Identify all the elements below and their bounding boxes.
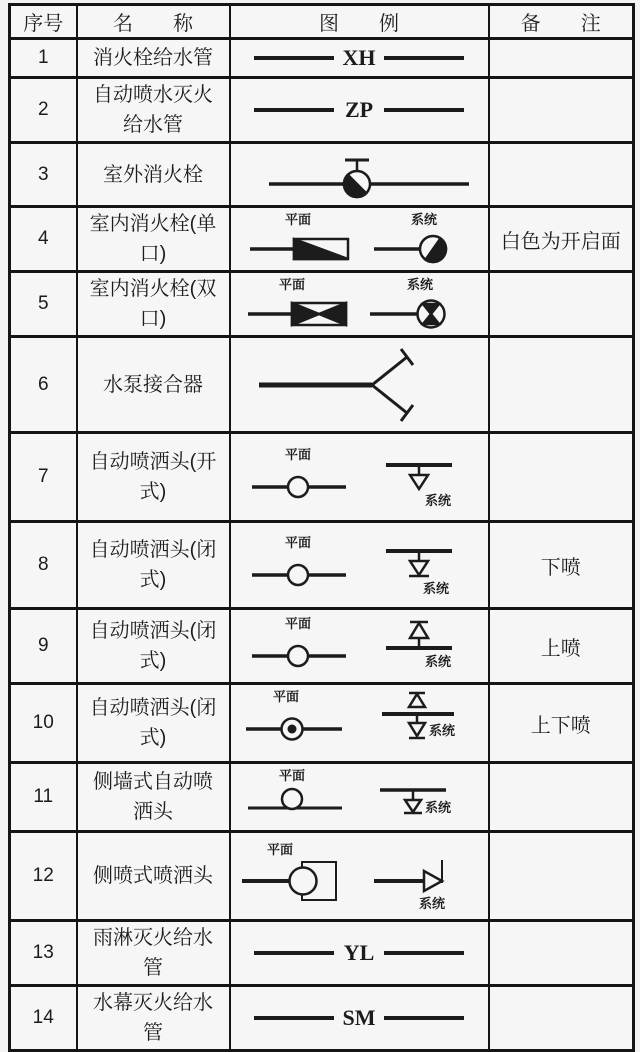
- pipe-symbol: [231, 1000, 488, 1036]
- table-row: [10, 522, 634, 609]
- svg-text:平面: 平面: [284, 616, 312, 631]
- svg-text:系统: 系统: [422, 581, 450, 596]
- row-number: 13: [10, 921, 77, 986]
- pipe-symbol: [231, 40, 488, 76]
- svg-text:系统: 系统: [406, 277, 434, 292]
- row-remark: 上喷: [489, 609, 634, 684]
- row-legend: [230, 433, 489, 522]
- svg-text:XH: XH: [342, 45, 376, 70]
- row-remark: [489, 78, 634, 143]
- table-row: [10, 609, 634, 684]
- svg-text:ZP: ZP: [344, 97, 374, 122]
- row-number: 1: [10, 39, 77, 78]
- svg-text:系统: 系统: [424, 654, 452, 669]
- row-legend: [230, 609, 489, 684]
- table-row: [10, 39, 634, 78]
- row-name: 自动喷水灭火给水管: [77, 78, 230, 143]
- svg-text:平面: 平面: [284, 447, 312, 462]
- row-number: 12: [10, 832, 77, 921]
- header-remark: 备 注: [489, 5, 634, 39]
- table-row: [10, 763, 634, 832]
- row-remark: [489, 143, 634, 207]
- svg-text:系统: 系统: [428, 723, 456, 738]
- sprinkler-closed-down-symbol: [231, 529, 488, 601]
- svg-text:平面: 平面: [284, 535, 312, 550]
- row-name: 消火栓给水管: [77, 39, 230, 78]
- table-row: [10, 143, 634, 207]
- header-name: 名 称: [77, 5, 230, 39]
- row-legend: [230, 522, 489, 609]
- row-name: 雨淋灭火给水管: [77, 921, 230, 986]
- row-legend: [230, 207, 489, 272]
- row-remark: [489, 921, 634, 986]
- row-legend: [230, 763, 489, 832]
- header-legend: 图 例: [230, 5, 489, 39]
- row-remark: 上下喷: [489, 684, 634, 763]
- row-number: 8: [10, 522, 77, 609]
- row-remark: [489, 337, 634, 433]
- table-row: [10, 272, 634, 337]
- svg-text:平面: 平面: [278, 768, 306, 783]
- row-legend: [230, 921, 489, 986]
- sidewall-sprinkler-symbol: [231, 764, 488, 830]
- legend-table: [8, 3, 635, 1052]
- svg-text:平面: 平面: [266, 842, 294, 857]
- header-row: [10, 5, 634, 39]
- row-name: 室内消火栓(双口): [77, 272, 230, 337]
- row-number: 9: [10, 609, 77, 684]
- row-name: 室内消火栓(单口): [77, 207, 230, 272]
- row-number: 6: [10, 337, 77, 433]
- table-row: [10, 78, 634, 143]
- table-row: [10, 433, 634, 522]
- row-name: 侧墙式自动喷洒头: [77, 763, 230, 832]
- row-number: 14: [10, 986, 77, 1051]
- pipe-symbol: [231, 935, 488, 971]
- indoor-hydrant-single-symbol: [231, 208, 488, 270]
- row-remark: [489, 986, 634, 1051]
- row-number: 4: [10, 207, 77, 272]
- svg-text:YL: YL: [343, 940, 375, 965]
- svg-text:平面: 平面: [272, 689, 300, 704]
- row-remark: [489, 433, 634, 522]
- row-name: 侧喷式喷洒头: [77, 832, 230, 921]
- svg-text:SM: SM: [342, 1005, 376, 1030]
- row-number: 2: [10, 78, 77, 143]
- row-name: 自动喷洒头(开式): [77, 433, 230, 522]
- row-number: 10: [10, 684, 77, 763]
- table-row: [10, 684, 634, 763]
- row-legend: [230, 986, 489, 1051]
- row-name: 水泵接合器: [77, 337, 230, 433]
- row-name: 自动喷洒头(闭式): [77, 522, 230, 609]
- table-row: [10, 207, 634, 272]
- svg-text:系统: 系统: [424, 800, 452, 815]
- row-number: 5: [10, 272, 77, 337]
- indoor-hydrant-double-symbol: [231, 273, 488, 335]
- row-name: 自动喷洒头(闭式): [77, 609, 230, 684]
- row-remark: 下喷: [489, 522, 634, 609]
- row-name: 水幕灭火给水管: [77, 986, 230, 1051]
- row-legend: [230, 143, 489, 207]
- table-row: [10, 832, 634, 921]
- row-remark: [489, 763, 634, 832]
- sprinkler-closed-updown-symbol: [231, 685, 488, 761]
- header-no: 序号: [10, 5, 77, 39]
- svg-text:平面: 平面: [278, 277, 306, 292]
- row-remark: 白色为开启面: [489, 207, 634, 272]
- table-row: [10, 986, 634, 1051]
- row-name: 室外消火栓: [77, 143, 230, 207]
- row-legend: [230, 272, 489, 337]
- table-row: [10, 921, 634, 986]
- row-number: 7: [10, 433, 77, 522]
- row-legend: [230, 832, 489, 921]
- svg-text:系统: 系统: [424, 493, 452, 508]
- pipe-symbol: [231, 92, 488, 128]
- svg-text:系统: 系统: [418, 896, 446, 911]
- row-name: 自动喷洒头(闭式): [77, 684, 230, 763]
- row-remark: [489, 39, 634, 78]
- row-remark: [489, 272, 634, 337]
- sprinkler-closed-up-symbol: [231, 610, 488, 682]
- row-number: 3: [10, 143, 77, 207]
- sprinkler-open-symbol: [231, 441, 488, 513]
- outdoor-hydrant-symbol: [231, 148, 488, 202]
- row-remark: [489, 832, 634, 921]
- svg-text:平面: 平面: [284, 212, 312, 227]
- row-legend: [230, 78, 489, 143]
- table-row: [10, 337, 634, 433]
- side-spray-sprinkler-symbol: [231, 836, 488, 916]
- pump-adapter-symbol: [231, 339, 488, 431]
- row-legend: [230, 684, 489, 763]
- row-legend: [230, 39, 489, 78]
- row-number: 11: [10, 763, 77, 832]
- svg-text:系统: 系统: [410, 212, 438, 227]
- row-legend: [230, 337, 489, 433]
